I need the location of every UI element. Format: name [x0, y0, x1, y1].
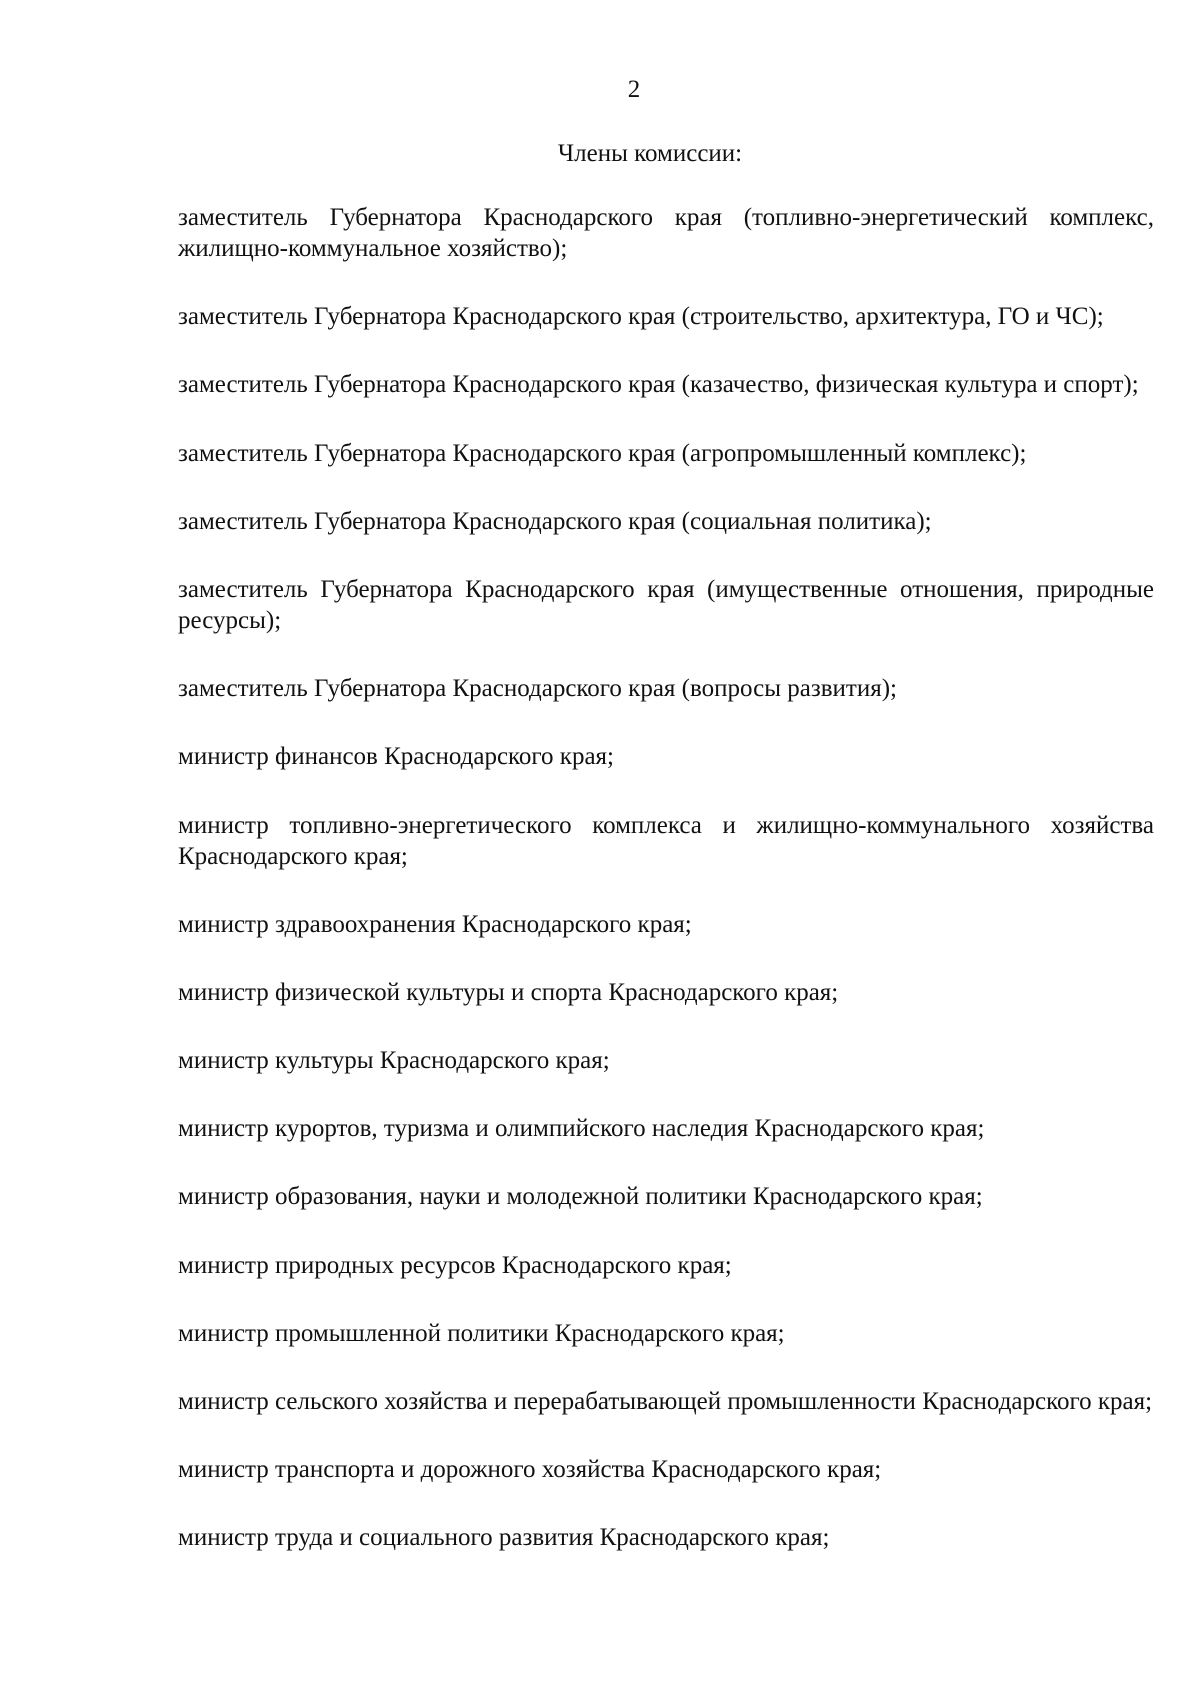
list-item: заместитель Губернатора Краснодарского края (вопросы развития); — [178, 675, 898, 703]
list-item: заместитель Губернатора Краснодарского края (строительство, архитектура, ГО и ЧС); — [178, 303, 1104, 331]
list-item: министр финансов Краснодарского края; — [178, 743, 614, 771]
list-item: заместитель Губернатора Краснодарского края (агропромышленный комплекс); — [178, 439, 1027, 467]
page-number: 2 — [627, 76, 641, 103]
list-item: заместитель Губернатора Краснодарского края (казачество, физическая культура и спорт); — [178, 371, 1139, 399]
list-item: министр природных ресурсов Краснодарского края; — [178, 1251, 732, 1279]
list-item: министр промышленной политики Краснодарского края; — [178, 1319, 785, 1347]
list-item: министр курортов, туризма и олимпийского наследия Краснодарского края; — [178, 1115, 985, 1143]
list-item: министр физической культуры и спорта Краснодарского края; — [178, 978, 839, 1006]
list-item: министр культуры Краснодарского края; — [178, 1047, 610, 1075]
list-item: министр здравоохранения Краснодарского края; — [178, 910, 692, 938]
list-item: министр топливно-энергетического комплекса и жилищно-коммунального хозяйства Краснодарского края; — [178, 811, 1154, 870]
list-item: министр транспорта и дорожного хозяйства Краснодарского края; — [178, 1456, 882, 1484]
list-item: заместитель Губернатора Краснодарского края (имущественные отношения, природные ресурсы); — [178, 575, 1154, 634]
list-item: министр образования, науки и молодежной политики Краснодарского края; — [178, 1183, 983, 1211]
members-list — [178, 202, 1154, 1591]
list-item: заместитель Губернатора Краснодарского края (топливно-энергетический комплекс, жилищно-коммунальное хозяйство); — [178, 204, 1154, 262]
section-title: Члены комиссии: — [557, 140, 743, 167]
list-item: министр труда и социального развития Краснодарского края; — [178, 1524, 830, 1552]
list-item: заместитель Губернатора Краснодарского края (социальная политика); — [178, 507, 932, 535]
list-item: министр сельского хозяйства и перерабатывающей промышленности Краснодарского края; — [178, 1388, 1153, 1415]
